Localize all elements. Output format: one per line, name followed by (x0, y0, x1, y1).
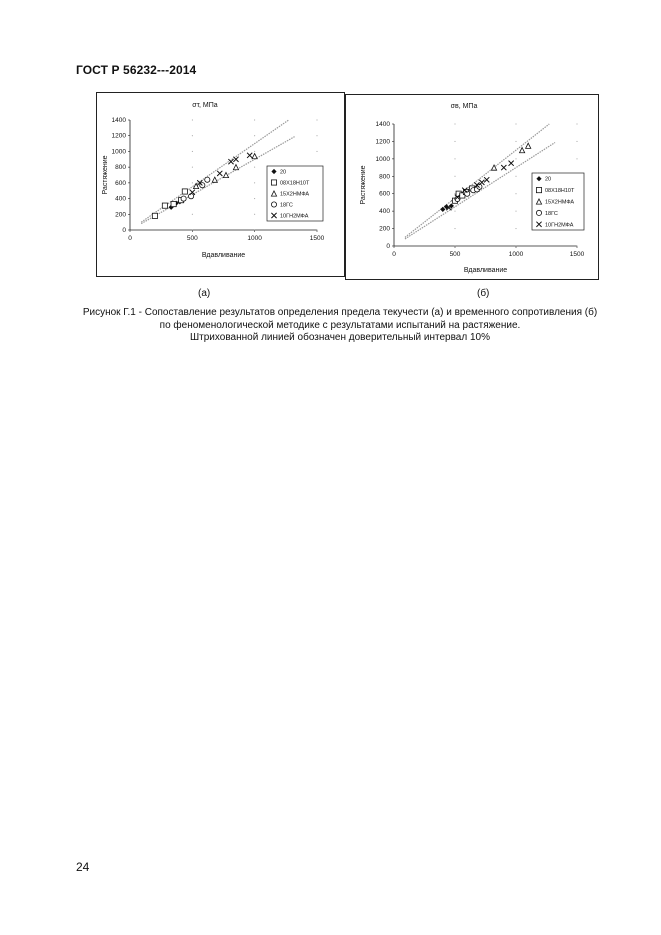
chart-b-grid-dot-1-4 (455, 176, 456, 177)
chart-a-point-4-3 (228, 159, 233, 164)
chart-b-xtick-label-2: 1000 (508, 251, 524, 258)
chart-a-grid-dot-2-3 (254, 182, 255, 183)
chart-b-ytick-label-6: 1200 (375, 138, 390, 146)
chart-b-point-0-0 (440, 207, 445, 212)
chart-a-title: σт, МПа (192, 102, 218, 109)
chart-a-grid-dot-2-0 (254, 230, 255, 231)
chart-a-point-4-2 (217, 171, 222, 176)
chart-b-grid-dot-2-2 (516, 211, 517, 212)
chart-a-grid-dot-1-7 (192, 120, 193, 121)
chart-b-ytick-label-1: 200 (379, 225, 390, 233)
chart-a-grid-dot-1-0 (192, 230, 193, 231)
chart-b-legend-label-4: 10ГН2МФА (545, 222, 574, 229)
chart-a-legend-label-3: 18ГС (280, 202, 293, 209)
chart-a-point-1-4 (182, 189, 187, 194)
chart-a-grid-dot-3-5 (317, 151, 318, 152)
chart-b-grid-dot-2-3 (516, 193, 517, 194)
caption-line-2: по феноменологической методике с результатами испытаний на растяжение. (159, 319, 521, 331)
chart-b-ytick-label-7: 1400 (375, 121, 390, 128)
chart-b-grid-dot-3-0 (577, 246, 578, 247)
chart-b-point-2-1 (520, 148, 525, 153)
figure-caption (60, 307, 620, 345)
chart-b-point-3-1 (465, 191, 470, 196)
chart-b-grid-dot-2-5 (516, 158, 517, 159)
caption-line-3: Штрихованной линией обозначен доверительный интервал 10% (190, 332, 490, 343)
chart-a-point-2-2 (223, 172, 228, 177)
chart-a-point-2-1 (212, 177, 217, 182)
chart-a-xtick-label-1: 500 (186, 235, 198, 242)
chart-a-grid-dot-3-0 (317, 230, 318, 231)
chart-b-grid-dot-2-7 (516, 124, 517, 125)
chart-a-legend-label-0: 20 (280, 169, 287, 176)
chart-a-grid-dot-3-7 (317, 120, 318, 121)
chart-a-ytick-label-1: 200 (115, 211, 126, 219)
chart-a-ytick-label-2: 400 (115, 195, 126, 203)
chart-b-title: σв, МПа (450, 103, 478, 110)
chart-a-point-1-0 (152, 213, 157, 218)
chart-b-xtick-label-3: 1500 (569, 251, 585, 258)
chart-a-point-1-1 (162, 203, 167, 208)
chart-a-legend-marker-1 (271, 180, 276, 185)
chart-a-xlabel: Вдавливание (201, 252, 246, 259)
chart-a-xtick-label-2: 1000 (247, 235, 262, 242)
chart-a-point-3-1 (188, 194, 193, 199)
chart-a-ytick-label-7: 1400 (111, 117, 126, 124)
chart-a-grid-dot-1-6 (192, 135, 193, 136)
chart-a-ytick-label-0: 0 (122, 227, 126, 234)
chart-a-xtick-label-3: 1500 (309, 235, 325, 242)
chart-a-grid-dot-1-3 (192, 182, 193, 183)
chart-a-point-3-0 (181, 196, 186, 201)
caption-line-1: Рисунок Г.1 - Сопоставление результатов определения предела текучести (а) и временного сопротивления (б) (82, 307, 598, 318)
chart-a-grid-dot-2-7 (254, 120, 255, 121)
chart-b-grid-dot-1-5 (455, 158, 456, 159)
chart-yield-strength (96, 92, 345, 277)
chart-a-point-2-3 (233, 165, 238, 170)
chart-b-legend-label-1: 08Х18Н10Т (545, 188, 575, 195)
chart-b-xtick-label-1: 500 (449, 251, 461, 258)
chart-a-grid-dot-2-6 (254, 135, 255, 136)
chart-b-xlabel: Вдавливание (463, 267, 508, 274)
chart-a-ytick-label-5: 1000 (111, 148, 126, 156)
chart-b-point-4-6 (501, 165, 506, 170)
chart-b-grid-dot-2-6 (516, 141, 517, 142)
chart-b-legend-label-3: 18ГС (545, 210, 558, 217)
chart-b-ytick-label-4: 800 (379, 173, 390, 181)
chart-b-ytick-label-2: 400 (379, 208, 390, 216)
chart-b-legend-label-2: 15Х2НМФА (545, 199, 575, 206)
chart-b-legend-label-0: 20 (545, 176, 552, 183)
chart-b-grid-dot-3-5 (577, 158, 578, 159)
chart-a-ylabel: Растяжение (102, 155, 109, 195)
chart-b-grid-dot-3-6 (577, 141, 578, 142)
chart-a-grid-dot-2-2 (254, 198, 255, 199)
chart-a-svg (97, 93, 344, 276)
chart-b-grid-dot-3-7 (577, 124, 578, 125)
chart-b-grid-dot-1-7 (455, 124, 456, 125)
chart-b-grid-dot-2-1 (516, 228, 517, 229)
chart-a-point-4-4 (233, 157, 238, 162)
chart-a-point-2-4 (252, 154, 257, 159)
chart-b-ytick-label-3: 600 (379, 190, 390, 198)
chart-b-point-2-2 (526, 143, 531, 148)
chart-a-point-1-2 (171, 201, 176, 206)
chart-b-ytick-label-5: 1000 (375, 155, 390, 163)
chart-a-ytick-label-3: 600 (115, 179, 126, 187)
chart-a-grid-dot-1-1 (192, 214, 193, 215)
page-number: 24 (76, 860, 90, 874)
document-header: ГОСТ Р 56232---2014 (76, 63, 197, 77)
chart-a-grid-dot-1-4 (192, 167, 193, 168)
chart-b-grid-dot-1-0 (455, 246, 456, 247)
chart-a-point-4-5 (247, 153, 252, 158)
chart-b-grid-dot-1-3 (455, 193, 456, 194)
chart-b-xtick-label-0: 0 (392, 251, 396, 258)
chart-a-point-3-3 (205, 177, 210, 182)
chart-a-grid-dot-2-4 (254, 167, 255, 168)
chart-b-legend-marker-3 (536, 210, 541, 215)
chart-a-grid-dot-3-6 (317, 135, 318, 136)
subfigure-label-a: (а) (198, 288, 211, 299)
chart-a-grid-dot-2-1 (254, 214, 255, 215)
chart-b-ytick-label-0: 0 (386, 243, 390, 250)
chart-b-grid-dot-1-2 (455, 211, 456, 212)
chart-b-grid-dot-2-0 (516, 246, 517, 247)
chart-a-ytick-label-4: 800 (115, 164, 126, 172)
chart-b-point-4-7 (509, 161, 514, 166)
chart-b-point-4-4 (479, 180, 484, 185)
chart-b-grid-dot-1-1 (455, 228, 456, 229)
subfigure-label-b: (б) (477, 288, 490, 299)
chart-b-ylabel: Растяжение (360, 165, 367, 205)
chart-a-grid-dot-2-5 (254, 151, 255, 152)
chart-b-grid-dot-1-6 (455, 141, 456, 142)
chart-b-svg (346, 95, 598, 279)
chart-a-legend-marker-3 (271, 202, 276, 207)
chart-a-legend-label-1: 08Х18Н10Т (280, 180, 310, 187)
chart-a-grid-dot-1-5 (192, 151, 193, 152)
chart-a-legend-label-4: 10ГН2МФА (280, 213, 309, 220)
chart-b-grid-dot-2-4 (516, 176, 517, 177)
chart-a-legend-label-2: 15Х2НМФА (280, 191, 310, 198)
chart-tensile-strength (345, 94, 599, 280)
chart-a-xtick-label-0: 0 (128, 235, 132, 242)
chart-b-point-4-5 (484, 177, 489, 182)
chart-a-ytick-label-6: 1200 (111, 132, 126, 140)
chart-b-legend-marker-1 (536, 188, 541, 193)
